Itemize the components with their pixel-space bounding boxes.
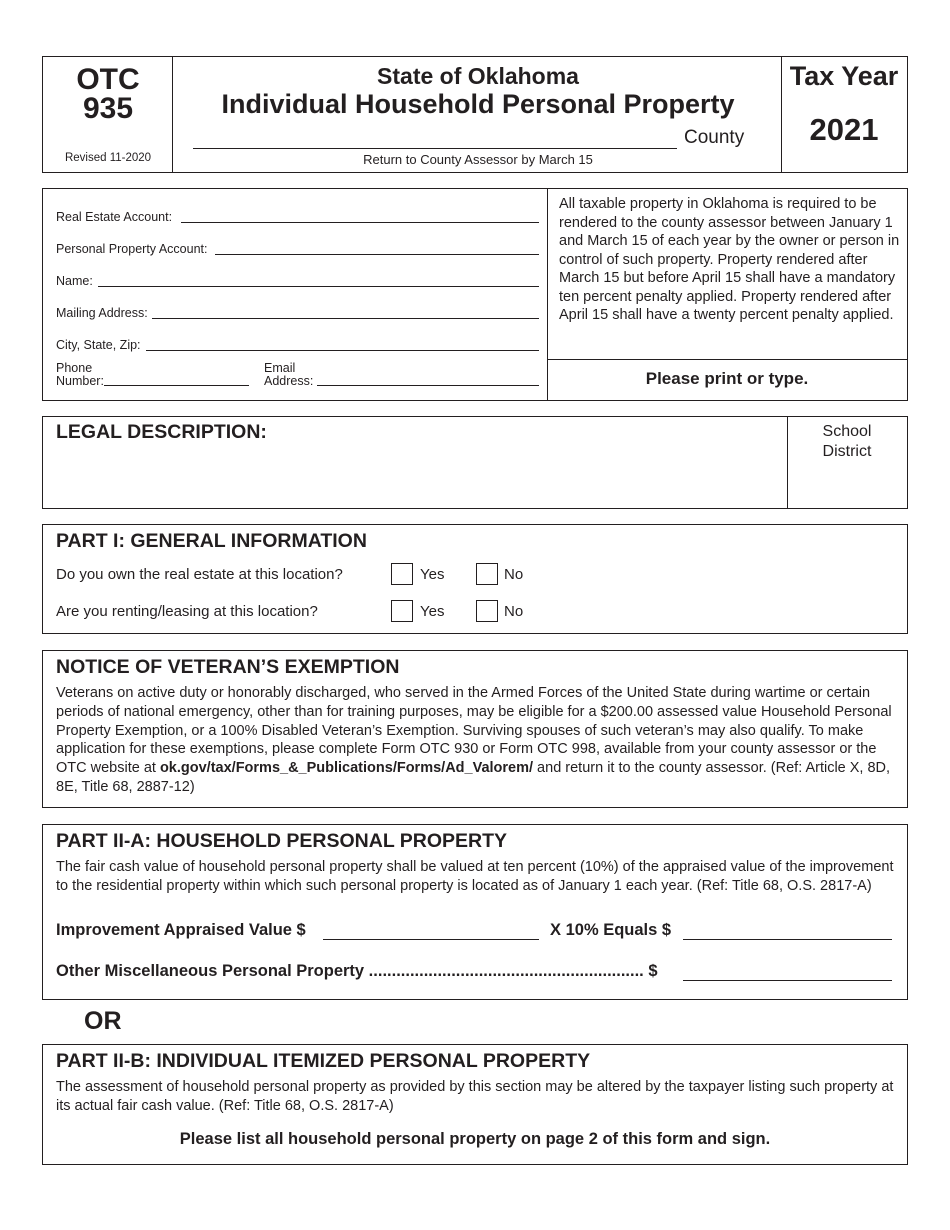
school-label-line1: School xyxy=(822,423,872,440)
email-label-line2: Address: xyxy=(264,374,314,388)
legal-description-heading: LEGAL DESCRIPTION: xyxy=(56,421,267,443)
part1-section xyxy=(42,524,908,634)
other-property-label: Other Miscellaneous Personal Property ............................................................ $ xyxy=(56,962,658,980)
part2b-heading: PART II-B: INDIVIDUAL ITEMIZED PERSONAL PROPERTY xyxy=(56,1050,591,1072)
county-field[interactable] xyxy=(193,148,677,149)
ten-percent-field[interactable] xyxy=(683,939,892,940)
real-estate-account-field[interactable] xyxy=(181,222,539,223)
rendition-notice: All taxable property in Oklahoma is required to be rendered to the county assessor between January 1 and March 15 of each year by the owner or person in control of such property. Property rendered after March 15 but before April 15 shall have a mandatory ten percent penalty applied. Property rendered after April 15 shall have a twenty percent penalty applied. xyxy=(559,196,900,323)
veteran-heading: NOTICE OF VETERAN’S EXEMPTION xyxy=(56,656,400,678)
or-label: OR xyxy=(84,1007,122,1035)
personal-property-account-field[interactable] xyxy=(215,254,539,255)
part2b-section xyxy=(42,1044,908,1165)
taxpayer-info-section xyxy=(42,188,908,401)
own-no-label: No xyxy=(504,566,524,583)
part1-heading: PART I: GENERAL INFORMATION xyxy=(56,530,367,552)
rent-yes-checkbox[interactable] xyxy=(391,600,413,622)
print-note: Please print or type. xyxy=(645,369,809,388)
email-label-line1: Email xyxy=(264,361,296,375)
name-field[interactable] xyxy=(98,286,539,287)
phone-field[interactable] xyxy=(104,385,249,386)
real-estate-account-label: Real Estate Account: xyxy=(56,210,173,224)
mailing-address-field[interactable] xyxy=(152,318,539,319)
veteran-text xyxy=(56,684,896,797)
ten-percent-label: X 10% Equals $ xyxy=(550,921,672,939)
tax-year-value: 2021 xyxy=(809,112,879,147)
rent-no-checkbox[interactable] xyxy=(476,600,498,622)
mailing-address-label: Mailing Address: xyxy=(56,306,148,320)
school-label-line2: District xyxy=(822,443,872,460)
rent-question: Are you renting/leasing at this location? xyxy=(56,603,318,620)
form-id-number: 935 xyxy=(82,92,134,125)
county-label: County xyxy=(684,127,745,148)
rent-yes-label: Yes xyxy=(420,603,445,620)
part2a-text: The fair cash value of household personal property shall be valued at ten percent (10%) of the appraised value of the improvement to the residential property within which such personal property is located as of January 1 each year. (Ref: Title 68, O.S. 2817-A) xyxy=(56,859,894,894)
school-district-label xyxy=(787,422,907,462)
email-field[interactable] xyxy=(317,385,539,386)
part2b-instruction: Please list all household personal property on page 2 of this form and sign. xyxy=(179,1130,771,1148)
city-state-zip-field[interactable] xyxy=(146,350,539,351)
city-state-zip-label: City, State, Zip: xyxy=(56,338,141,352)
legal-description-section xyxy=(42,416,908,509)
name-label: Name: xyxy=(56,274,93,288)
personal-property-account-label: Personal Property Account: xyxy=(56,242,208,256)
phone-label-line1: Phone xyxy=(56,361,93,375)
own-yes-checkbox[interactable] xyxy=(391,563,413,585)
legal-description-field[interactable] xyxy=(56,449,776,504)
form-title: Individual Household Personal Property xyxy=(221,89,735,119)
tax-year-label: Tax Year xyxy=(789,61,899,91)
part2b-text: The assessment of household personal property as provided by this section may be altered by the taxpayer listing such property at its actual fair cash value. (Ref: Title 68, O.S. 2817-A) xyxy=(56,1079,894,1114)
info-hdivider xyxy=(547,359,907,360)
improvement-value-label: Improvement Appraised Value $ xyxy=(56,921,306,939)
revision-date: Revised 11-2020 xyxy=(64,152,152,164)
part2a-heading: PART II-A: HOUSEHOLD PERSONAL PROPERTY xyxy=(56,830,508,852)
own-yes-label: Yes xyxy=(420,566,445,583)
veteran-text-after: and return it to the county assessor. (Ref: Article X, 8D, 8E, Title 68, 2887-12) xyxy=(56,760,891,795)
phone-label-line2: Number: xyxy=(56,374,104,388)
improvement-value-field[interactable] xyxy=(323,939,539,940)
ok-gov-link[interactable]: ok.gov/tax/Forms_&_Publications/Forms/Ad_Valorem/ xyxy=(159,760,534,777)
other-property-field[interactable] xyxy=(683,980,892,981)
own-question: Do you own the real estate at this location? xyxy=(56,566,343,583)
own-no-checkbox[interactable] xyxy=(476,563,498,585)
form-id-prefix: OTC xyxy=(76,63,140,96)
part2a-section xyxy=(42,824,908,1000)
form-header xyxy=(42,56,908,173)
state-name: State of Oklahoma xyxy=(377,63,579,89)
return-note: Return to County Assessor by March 15 xyxy=(363,152,593,167)
veteran-exemption-section xyxy=(42,650,908,808)
veteran-text-before: Veterans on active duty or honorably discharged, who served in the Armed Forces of the United State during wartime or certain periods of national emergency, other than for training purposes, may be eligible for a $200.00 assessed value Household Personal Property Exemption, or a 100% Disabled Veteran’s Exemption. Surviving spouses of such veteran’s may also qualify. To make application for these exemptions, please complete Form OTC 930 or Form OTC 998, available from your county assessor or the OTC website at xyxy=(56,685,892,777)
rent-no-label: No xyxy=(504,603,524,620)
